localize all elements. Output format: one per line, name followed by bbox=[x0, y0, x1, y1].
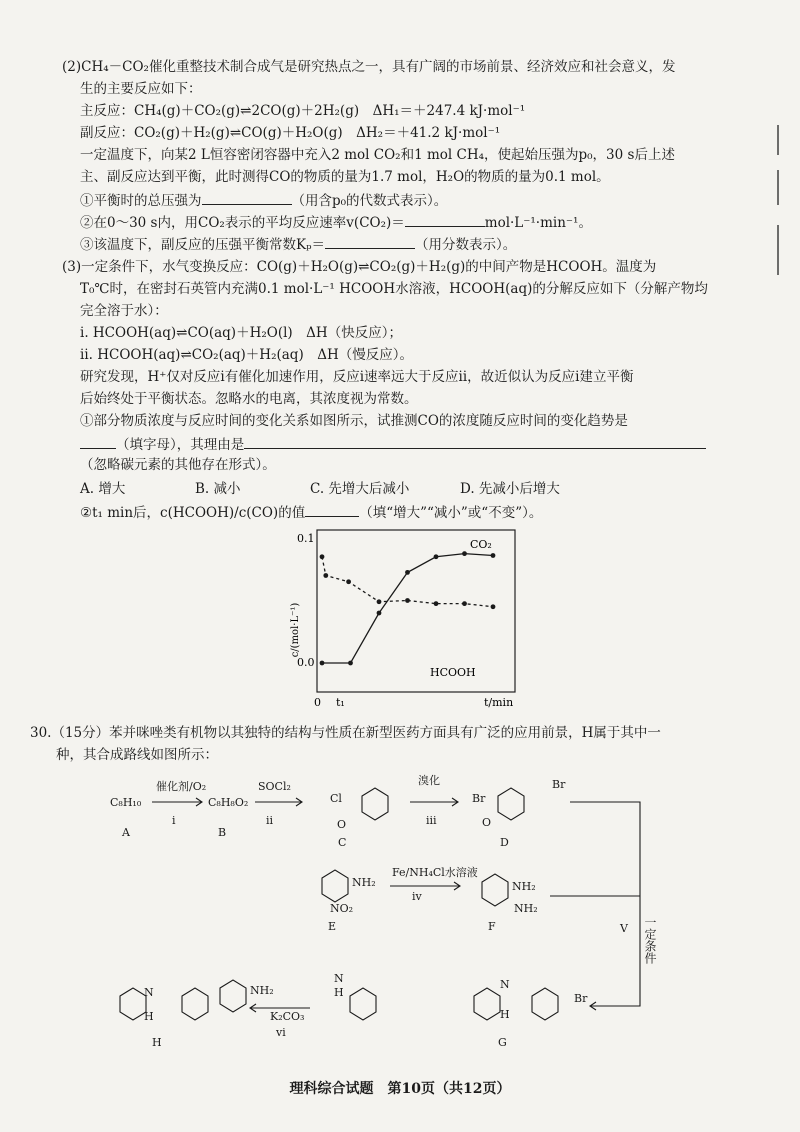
compound-g-phenyl-ring bbox=[532, 988, 558, 1020]
step4-reagent: Fe/NH₄Cl水溶液 bbox=[392, 866, 478, 879]
data-point bbox=[346, 579, 351, 584]
step3-number: ⅲ bbox=[426, 814, 437, 827]
concentration-chart bbox=[270, 520, 530, 710]
compound-d-label: D bbox=[500, 836, 509, 849]
answer-blank[interactable] bbox=[80, 434, 116, 449]
q3-sub1-answer bbox=[80, 434, 706, 454]
compound-f-nh2b: NH₂ bbox=[514, 902, 538, 915]
q2-sub3 bbox=[80, 234, 516, 254]
q3-sub1: ①部分物质浓度与反应时间的变化关系如图所示，试推测CO的浓度随反应时间的变化趋势是 bbox=[80, 413, 628, 429]
step2-number: ⅱ bbox=[266, 814, 274, 827]
q2-condition: 一定温度下，向某2 L恒容密闭容器中充入2 mol CO₂和1 mol CH₄，使起始压强为p₀，30 s后上述 bbox=[80, 147, 675, 163]
y-tick-0.1: 0.1 bbox=[297, 532, 315, 545]
q2-sub2 bbox=[80, 212, 592, 232]
compound-c-cl: Cl bbox=[330, 792, 342, 805]
compound-e-nh2: NH₂ bbox=[352, 876, 376, 889]
data-point bbox=[491, 604, 496, 609]
aniline-ring bbox=[220, 980, 246, 1012]
compound-g-n: N bbox=[500, 978, 510, 991]
data-point bbox=[323, 573, 328, 578]
series-layer bbox=[320, 551, 496, 665]
compound-g-nh: H bbox=[500, 1008, 510, 1021]
data-point bbox=[377, 599, 382, 604]
q2-condition-2: 主、副反应达到平衡，此时测得CO的物质的量为1.7 mol，H₂O的物质的量为0.1 mol。 bbox=[80, 169, 610, 185]
compound-e-no2: NO₂ bbox=[330, 902, 354, 915]
step1-number: ⅰ bbox=[172, 814, 176, 827]
main-reaction: 主反应：CH₄(g)＋CO₂(g)⇌2CO(g)＋2H₂(g) ΔH₁＝＋247.4 kJ·mol⁻¹ bbox=[80, 103, 526, 119]
compound-g-benzimidazole-ring bbox=[474, 988, 500, 1020]
q2-sub2-tail: mol·L⁻¹·min⁻¹。 bbox=[484, 215, 592, 231]
q3-line3: 完全溶于水）： bbox=[80, 303, 168, 319]
data-point bbox=[377, 611, 382, 616]
answer-blank[interactable] bbox=[305, 502, 359, 517]
compound-c-label: C bbox=[338, 836, 347, 849]
compound-f-label: F bbox=[488, 920, 496, 933]
answer-blank[interactable] bbox=[325, 234, 415, 249]
compound-g-label: G bbox=[498, 1036, 507, 1049]
compound-c-ring bbox=[362, 788, 388, 820]
x-axis-label: t/min bbox=[484, 696, 514, 709]
q3-line1: (3)一定条件下，水气变换反应：CO(g)＋H₂O(g)⇌CO₂(g)＋H₂(g)的中间产物是HCOOH。温度为 bbox=[62, 259, 657, 275]
option-d[interactable]: D. 先减小后增大 bbox=[460, 481, 560, 497]
data-point bbox=[405, 570, 410, 575]
legend-hcooh: HCOOH bbox=[430, 666, 476, 679]
compound-h-n: N bbox=[144, 986, 154, 999]
side-reaction: 副反应：CO₂(g)＋H₂(g)⇌CO(g)＋H₂O(g) ΔH₂＝＋41.2 kJ·mol⁻¹ bbox=[80, 125, 501, 141]
compound-d-ring bbox=[498, 788, 524, 820]
option-b[interactable]: B. 减小 bbox=[195, 481, 241, 497]
q3-sub2 bbox=[80, 502, 542, 522]
q2-sub1-tail: （用含p₀的代数式表示）。 bbox=[291, 193, 448, 209]
data-point bbox=[462, 601, 467, 606]
option-c[interactable]: C. 先增大后减小 bbox=[310, 481, 410, 497]
aniline-nh2: NH₂ bbox=[250, 984, 274, 997]
data-point bbox=[434, 554, 439, 559]
page-footer: 理科综合试题 第10页（共12页） bbox=[289, 1081, 511, 1097]
data-point bbox=[320, 554, 325, 559]
answer-blank[interactable] bbox=[244, 434, 706, 449]
compound-h-phenyl-ring bbox=[182, 988, 208, 1020]
compound-d-br2: Br bbox=[552, 778, 566, 791]
data-point bbox=[434, 601, 439, 606]
option-a[interactable]: A. 增大 bbox=[80, 481, 126, 497]
compound-d-br1: Br bbox=[472, 792, 486, 805]
q3-research: 研究发现，H⁺仅对反应ⅰ有催化加速作用，反应ⅰ速率远大于反应ⅱ，故近似认为反应ⅰ建立平衡 bbox=[80, 369, 634, 385]
compound-e-label: E bbox=[328, 920, 337, 933]
compound-f-nh2a: NH₂ bbox=[512, 880, 536, 893]
data-point bbox=[348, 661, 353, 666]
scan-margin-mark bbox=[774, 125, 782, 275]
step2-reagent: SOCl₂ bbox=[258, 780, 291, 793]
q3-note: （忽略碳元素的其他存在形式）。 bbox=[80, 457, 276, 473]
origin-label: 0 bbox=[314, 696, 321, 709]
synthesis-scheme bbox=[100, 766, 720, 1066]
data-point bbox=[462, 551, 467, 556]
compound-d-o: O bbox=[482, 816, 492, 829]
compound-c-o: O bbox=[337, 818, 347, 831]
x-tick-t1: t₁ bbox=[336, 696, 345, 709]
step5-reagent: 一定条件 bbox=[643, 916, 657, 964]
compound-b-label: B bbox=[218, 826, 227, 839]
data-point bbox=[320, 661, 325, 666]
q2-sub2-text: ②在0～30 s内，用CO₂表示的平均反应速率v(CO₂)＝ bbox=[80, 215, 405, 231]
q30-line2: 种，其合成路线如图所示： bbox=[56, 747, 218, 763]
q2-sub3-tail: （用分数表示）。 bbox=[414, 237, 517, 253]
product-nh-h: H bbox=[334, 986, 344, 999]
reaction-ii: ⅱ. HCOOH(aq)⇌CO₂(aq)＋H₂(aq) ΔH（慢反应）。 bbox=[80, 347, 413, 363]
answer-blank[interactable] bbox=[405, 212, 485, 227]
compound-h-nh: H bbox=[144, 1010, 154, 1023]
step4-number: ⅳ bbox=[412, 890, 422, 903]
plot-frame bbox=[317, 530, 515, 692]
q3-line2: T₀℃时，在密封石英管内充满0.1 mol·L⁻¹ HCOOH水溶液，HCOOH(aq)的分解反应如下（分解产物均 bbox=[80, 281, 708, 297]
q2-sub1-text: ①平衡时的总压强为 bbox=[80, 193, 202, 209]
q2-sub1 bbox=[80, 190, 447, 210]
answer-blank[interactable] bbox=[202, 190, 292, 205]
q2-line2: 生的主要反应如下： bbox=[80, 81, 202, 97]
reaction-i: ⅰ. HCOOH(aq)⇌CO(aq)＋H₂O(l) ΔH（快反应）； bbox=[80, 325, 402, 341]
q3-sub1-reason: （填字母），其理由是 bbox=[116, 437, 245, 453]
arrow-step5-path bbox=[570, 802, 640, 1006]
compound-a-label: A bbox=[122, 826, 130, 839]
q2-line1: (2)CH₄－CO₂催化重整技术制合成气是研究热点之一，具有广阔的市场前景、经济效应和社会意义，发 bbox=[62, 59, 676, 75]
step5-number: Ⅴ bbox=[620, 922, 628, 935]
data-point bbox=[491, 553, 496, 558]
data-point bbox=[405, 598, 410, 603]
compound-g-br: Br bbox=[574, 992, 588, 1005]
q3-research-2: 后始终处于平衡状态。忽略水的电离，其浓度视为常数。 bbox=[80, 391, 418, 407]
q3-sub2-tail: （填“增大”“减小”或“不变”）。 bbox=[359, 505, 543, 521]
y-tick-0.0: 0.0 bbox=[297, 656, 315, 669]
step6-number: ⅵ bbox=[276, 1026, 286, 1039]
compound-e-ring bbox=[322, 870, 348, 902]
compound-f-ring bbox=[482, 874, 508, 906]
step6-reagent: K₂CO₃ bbox=[270, 1010, 305, 1023]
q30-line1: 30.（15分）苯并咪唑类有机物以其独特的结构与性质在新型医药方面具有广泛的应用前景，H属于其中一 bbox=[30, 725, 661, 741]
step1-reagent: 催化剂/O₂ bbox=[156, 780, 207, 793]
compound-b-formula: C₈H₈O₂ bbox=[208, 796, 249, 809]
product-nh-n: N bbox=[334, 972, 344, 985]
q3-sub2-text: ②t₁ min后，c(HCOOH)/c(CO)的值 bbox=[80, 505, 306, 521]
y-axis-label: c/(mol·L⁻¹) bbox=[290, 602, 301, 658]
step3-reagent: 溴化 bbox=[418, 774, 440, 787]
legend-co2: CO₂ bbox=[470, 538, 492, 551]
compound-a-formula: C₈H₁₀ bbox=[110, 796, 142, 809]
compound-h-label: H bbox=[152, 1036, 162, 1049]
q2-sub3-text: ③该温度下，副反应的压强平衡常数Kₚ＝ bbox=[80, 237, 325, 253]
compound-h-aniline-ring bbox=[350, 988, 376, 1020]
compound-h-benzimidazole-ring bbox=[120, 988, 146, 1020]
